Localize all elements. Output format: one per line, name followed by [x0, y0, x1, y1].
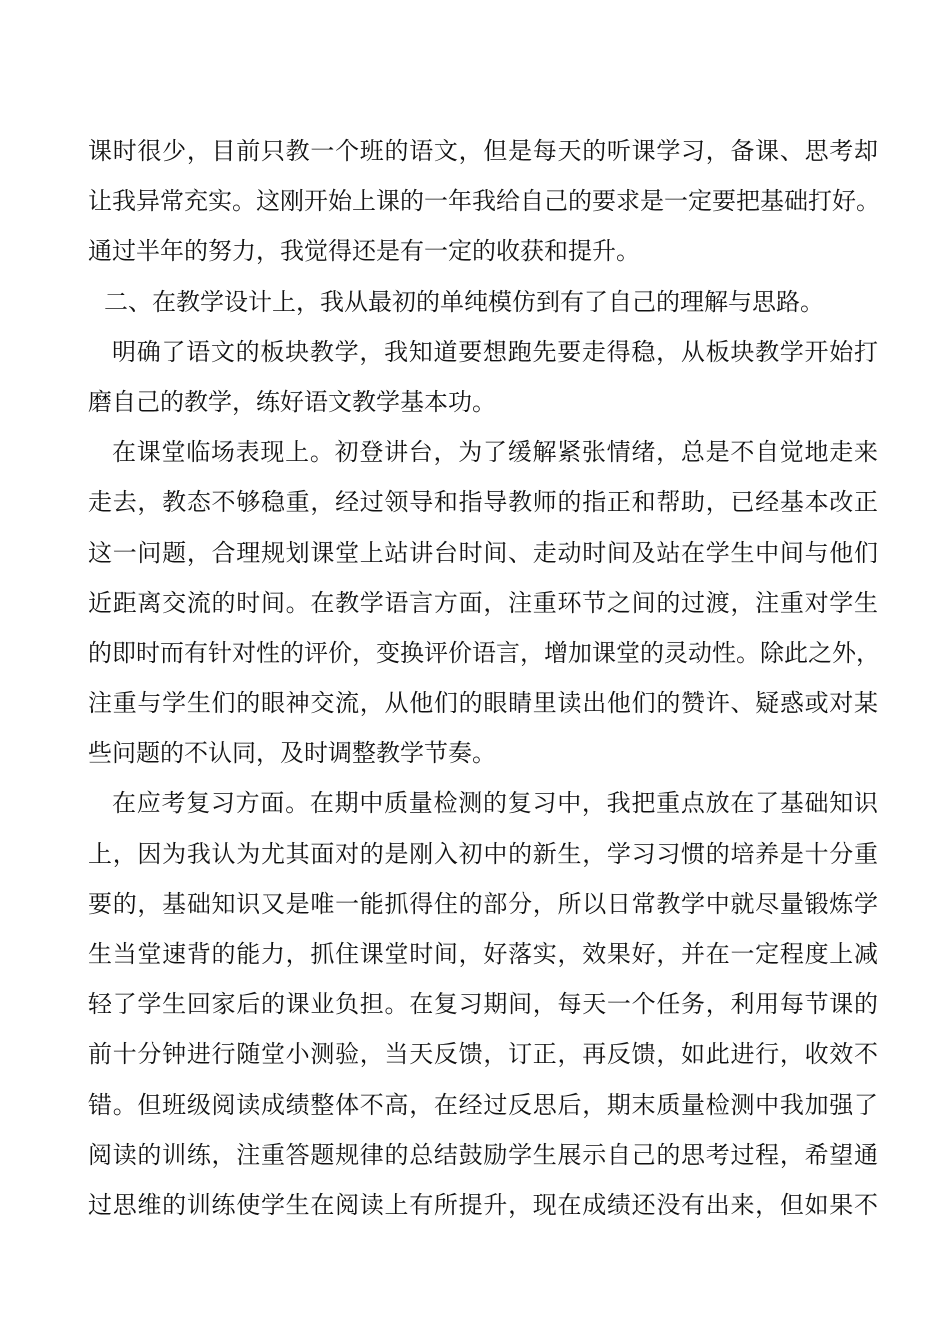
text-line: 让我异常充实。这刚开始上课的一年我给自己的要求是一定要把基础打好。	[88, 187, 880, 216]
text-line: 些问题的不认同，及时调整教学节奏。	[88, 739, 496, 768]
text-line: 生当堂速背的能力，抓住课堂时间，好落实，效果好，并在一定程度上减	[88, 940, 878, 968]
section-heading: 二、在教学设计上，我从最初的单纯模仿到有了自己的理解与思路。	[104, 287, 824, 316]
text-line: 走去，教态不够稳重，经过领导和指导教师的指正和帮助，已经基本改正	[88, 488, 878, 517]
text-line: 通过半年的努力，我觉得还是有一定的收获和提升。	[88, 237, 640, 266]
text-line: 在应考复习方面。在期中质量检测的复习中，我把重点放在了基础知识	[112, 789, 878, 818]
text-line: 这一问题，合理规划课堂上站讲台时间、走动时间及站在学生中间与他们	[88, 538, 878, 567]
text-line: 注重与学生们的眼神交流，从他们的眼睛里读出他们的赞许、疑惑或对某	[88, 689, 878, 718]
text-line: 轻了学生回家后的课业负担。在复习期间，每天一个任务，利用每节课的	[88, 990, 878, 1019]
text-line: 上，因为我认为尤其面对的是刚入初中的新生，学习习惯的培养是十分重	[88, 839, 878, 868]
text-line: 的即时而有针对性的评价，变换评价语言，增加课堂的灵动性。除此之外，	[88, 638, 880, 667]
text-line: 磨自己的教学，练好语文教学基本功。	[88, 387, 496, 416]
text-line: 近距离交流的时间。在教学语言方面，注重环节之间的过渡，注重对学生	[88, 588, 878, 617]
text-line: 前十分钟进行随堂小测验，当天反馈，订正，再反馈，如此进行，收效不	[88, 1040, 878, 1069]
text-line: 明确了语文的板块教学，我知道要想跑先要走得稳，从板块教学开始打	[112, 337, 878, 366]
text-line: 课时很少，目前只教一个班的语文，但是每天的听课学习，备课、思考却	[88, 137, 878, 165]
document-body	[88, 126, 878, 1230]
text-line: 在课堂临场表现上。初登讲台，为了缓解紧张情绪，总是不自觉地走来	[112, 438, 878, 467]
text-line: 阅读的训练，注重答题规律的总结鼓励学生展示自己的思考过程，希望通	[88, 1140, 878, 1169]
text-line: 错。但班级阅读成绩整体不高，在经过反思后，期末质量检测中我加强了	[88, 1090, 878, 1119]
text-line: 过思维的训练使学生在阅读上有所提升，现在成绩还没有出来，但如果不	[88, 1190, 878, 1219]
text-line: 要的，基础知识又是唯一能抓得住的部分，所以日常教学中就尽量锻炼学	[88, 889, 878, 918]
